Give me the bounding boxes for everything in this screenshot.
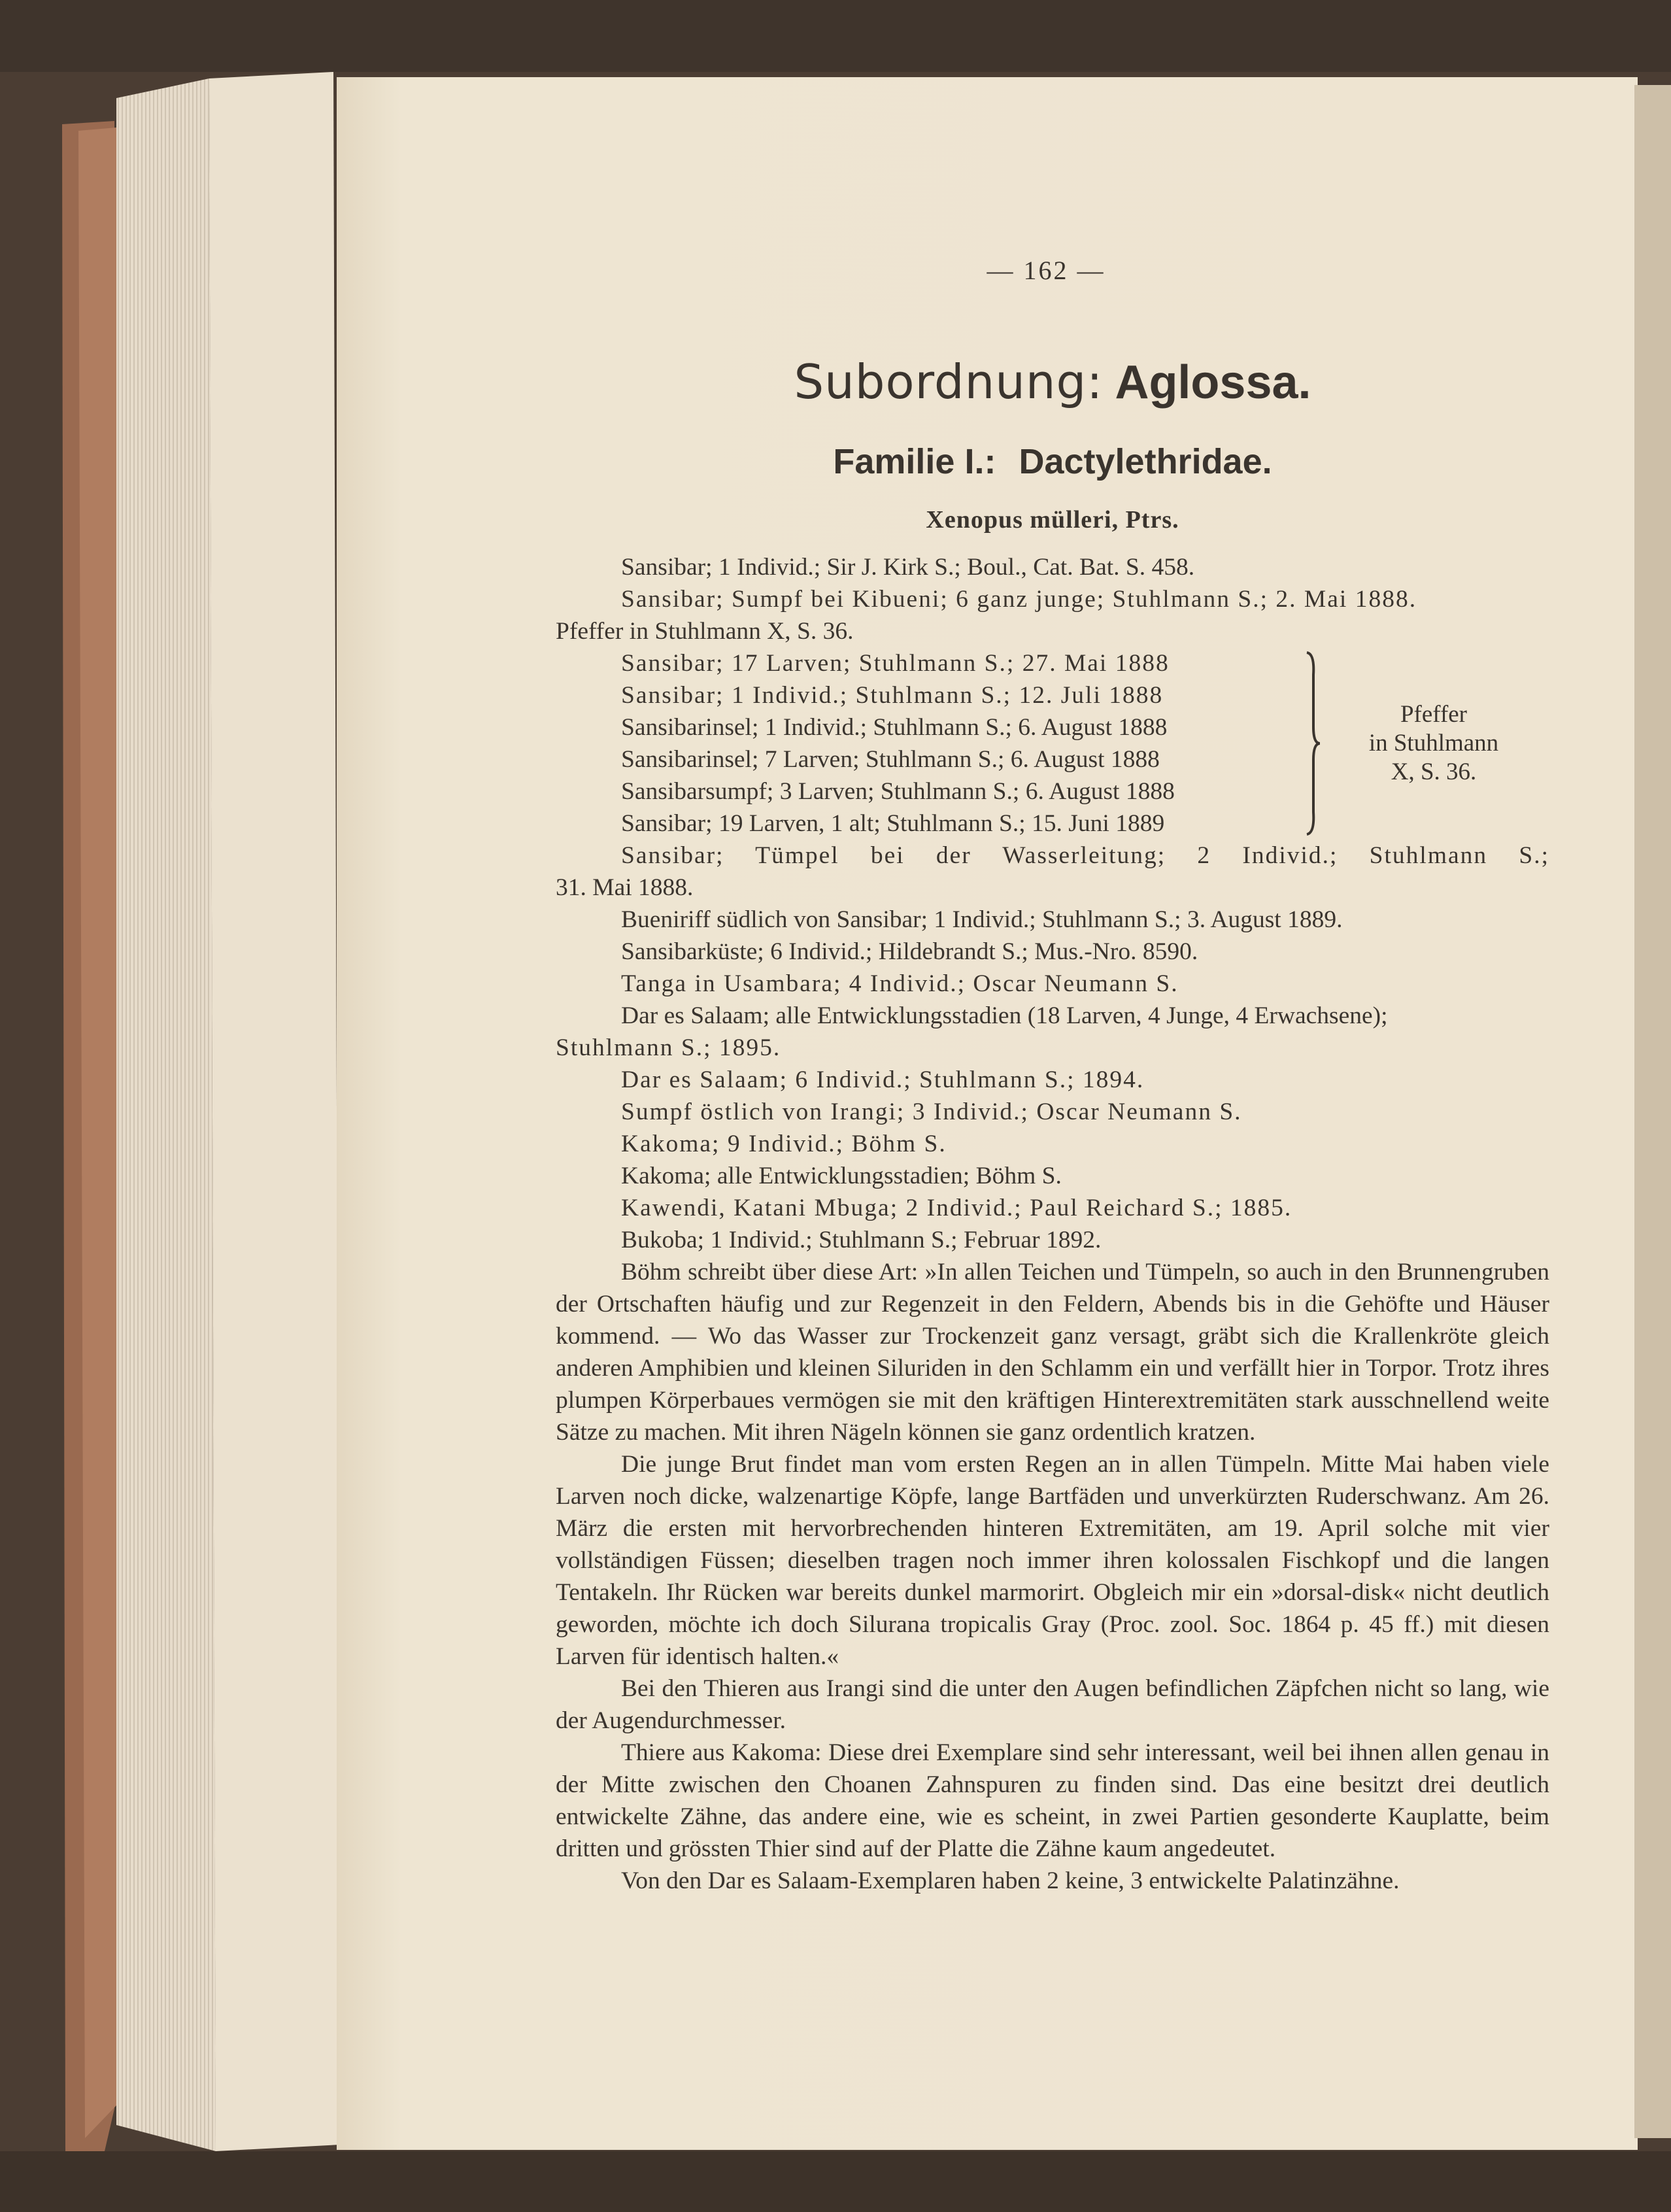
record-line: 31. Mai 1888. <box>556 874 694 902</box>
record-line: Tanga in Usambara; 4 Individ.; Oscar Neumann S. <box>621 970 1179 998</box>
record-line: Dar es Salaam; alle Entwicklungsstadien (18 Larven, 4 Junge, 4 Erwachsene); <box>621 1002 1388 1030</box>
record-line: Kakoma; alle Entwicklungsstadien; Böhm S. <box>621 1163 1062 1190</box>
subordnung-name: Aglossa. <box>1115 356 1311 409</box>
group-note-line: Pfeffer <box>1400 701 1468 728</box>
record-line: Sansibarinsel; 7 Larven; Stuhlmann S.; 6. August 1888 <box>621 746 1160 774</box>
record-line: Sansibar; 1 Individ.; Sir J. Kirk S.; Boul., Cat. Bat. S. 458. <box>621 554 1195 581</box>
familie-label: Familie I.: <box>833 442 996 482</box>
record-line: Sansibarsumpf; 3 Larven; Stuhlmann S.; 6. August 1888 <box>621 778 1175 806</box>
record-line: Sumpf östlich von Irangi; 3 Individ.; Oscar Neumann S. <box>621 1098 1242 1126</box>
record-line: Pfeffer in Stuhlmann X, S. 36. <box>556 618 854 645</box>
curly-brace <box>1304 649 1323 838</box>
book-page <box>556 255 1549 1897</box>
familie-heading <box>556 441 1549 482</box>
group-note-line: in Stuhlmann <box>1368 730 1499 757</box>
record-line: Sansibar; 19 Larven, 1 alt; Stuhlmann S.; 15. Juni 1889 <box>621 810 1165 838</box>
record-line: Bukoba; 1 Individ.; Stuhlmann S.; Februar 1892. <box>621 1227 1102 1254</box>
paragraph: Von den Dar es Salaam-Exemplaren haben 2 keine, 3 entwickelte Palatinzähne. <box>621 1867 1400 1895</box>
record-line: Sansibarinsel; 1 Individ.; Stuhlmann S.; 6. August 1888 <box>621 714 1168 741</box>
page-number: — 162 — <box>987 256 1106 285</box>
paragraph: Die junge Brut findet man vom ersten Regen an in allen Tümpeln. Mitte Mai haben viele Larven noch dicke, walzenartige Köpfe, lange Bartfäden und unverkürzten Ruderschwanz. Am 26. März die ersten mit hervorbrechenden hinteren Extremitäten, am 19. April solche mit vier vollständigen Füssen; dieselben tragen noch immer ihren kolossalen Fischkopf und die langen Tentakeln. Ihr Rücken war bereits dunkel marmorirt. Obgleich mir ein »dorsal-disk« nicht deutlich geworden, möchte ich doch Silurana tropicalis Gray (Proc. zool. Soc. 1864 p. 45 ff.) mit diesen Larven für identisch halten.« <box>556 1451 1549 1671</box>
subordnung-heading <box>556 356 1549 409</box>
record-line: Sansibar; 1 Individ.; Stuhlmann S.; 12. Juli 1888 <box>621 682 1164 709</box>
record-line: Sansibar; 17 Larven; Stuhlmann S.; 27. Mai 1888 <box>621 650 1170 677</box>
group-note <box>1323 700 1545 787</box>
record-group <box>556 647 1549 840</box>
paragraph: Bei den Thieren aus Irangi sind die unter den Augen befindlichen Zäpfchen nicht so lang, wie der Augendurchmesser. <box>556 1675 1549 1735</box>
record-line: Stuhlmann S.; 1895. <box>556 1034 781 1062</box>
group-note-line: X, S. 36. <box>1391 758 1477 786</box>
subordnung-label: Subordnung: <box>794 354 1104 409</box>
paragraph: Böhm schreibt über diese Art: »In allen Teichen und Tümpeln, so auch in den Brunnengruben der Ortschaften häufig und zur Regenzeit in den Feldern, Abends bis in die Gehöfte und Häuser kommend. — Wo das Wasser zur Trockenzeit ganz versagt, gräbt sich die Krallenkröte gleich anderen Amphibien und kleinen Siluriden in den Schlamm ein und verfällt hier in Torpor. Trotz ihres plumpen Körperbaues vermögen sie mit den kräftigen Hinterextremitäten stark ausschnellend weite Sätze zu machen. Mit ihren Nägeln können sie ganz ordentlich kratzen. <box>556 1259 1549 1446</box>
record-line: Sansibarküste; 6 Individ.; Hildebrandt S.; Mus.-Nro. 8590. <box>621 938 1198 966</box>
record-line: Kawendi, Katani Mbuga; 2 Individ.; Paul Reichard S.; 1885. <box>621 1195 1292 1222</box>
record-line: Dar es Salaam; 6 Individ.; Stuhlmann S.; 1894. <box>621 1066 1145 1094</box>
record-line: Kakoma; 9 Individ.; Böhm S. <box>621 1131 947 1158</box>
record-line: Bueniriff südlich von Sansibar; 1 Individ.; Stuhlmann S.; 3. August 1889. <box>621 906 1343 934</box>
familie-name: Dactylethridae. <box>1019 442 1272 482</box>
record-line: Sansibar; Sumpf bei Kibueni; 6 ganz junge; Stuhlmann S.; 2. Mai 1888. <box>621 586 1417 613</box>
record-line: Sansibar; Tümpel bei der Wasserleitung; 2 Individ.; Stuhlmann S.; <box>621 842 1549 870</box>
species-heading: Xenopus mülleri, Ptrs. <box>926 506 1179 534</box>
paragraph: Thiere aus Kakoma: Diese drei Exemplare sind sehr interessant, weil bei ihnen allen genau in der Mitte zwischen den Choanen Zahnspuren zu finden sind. Das eine besitzt drei deutlich entwickelte Zähne, das andere eine, wie es scheint, in zwei Partien gesonderte Kauplatte, beim dritten und grössten Thier sind auf der Platte die Zähne kaum angedeutet. <box>556 1739 1549 1863</box>
body-text <box>556 551 1549 1897</box>
